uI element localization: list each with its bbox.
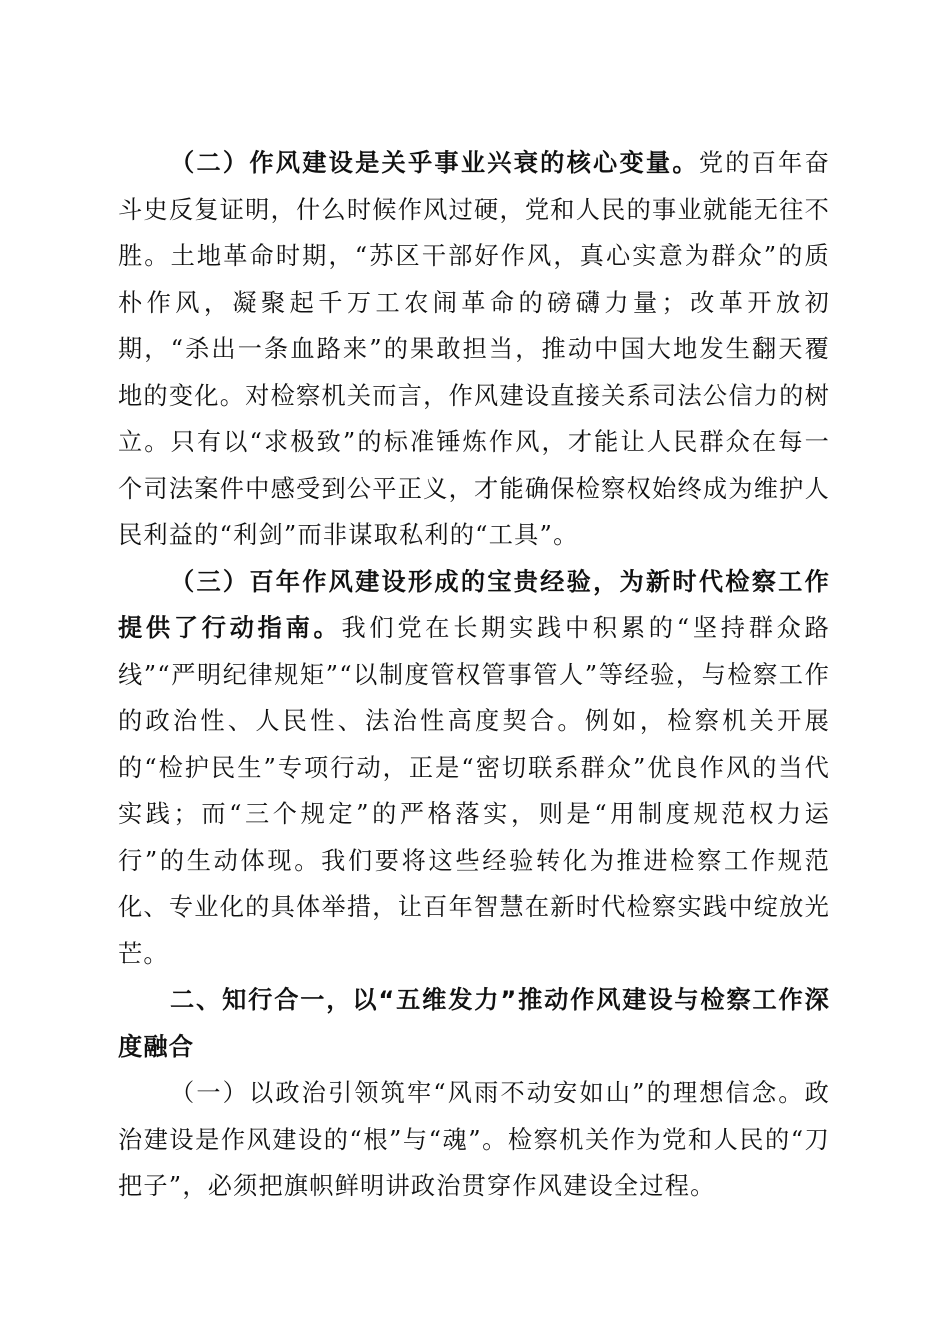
paragraph-style-core-variable xyxy=(118,140,830,559)
paragraph-lead: （二）作风建设是关乎事业兴衰的核心变量。 xyxy=(170,149,699,177)
paragraph-body: 党的百年奋斗史反复证明，什么时候作风过硬，党和人民的事业就能无往不胜。土地革命时期，“苏区干部好作风，真心实意为群众”的质朴作风，凝聚起千万工农闹革命的磅礴力量；改革开放初期，“杀出一条血路来”的果敢担当，推动中国大地发生翻天覆地的变化。对检察机关而言，作风建设直接关系司法公信力的树立。只有以“求极致”的标准锤炼作风，才能让人民群众在每一个司法案件中感受到公平正义，才能确保检察权始终成为维护人民利益的“利剑”而非谋取私利的“工具”。 xyxy=(118,149,830,549)
paragraph-valuable-experience xyxy=(118,559,830,978)
paragraph-body: 政治建设是作风建设的“根”与“魂”。检察机关作为党和人民的“刀把子”，必须把旗帜鲜明讲政治贯穿作风建设全过程。 xyxy=(118,1079,830,1200)
section-heading: 二、知行合一，以“五维发力”推动作风建设与检察工作深度融合 xyxy=(118,986,830,1061)
paragraph-lead: （三）百年作风建设形成的宝贵经验，为新时代检察工作提供了行动指南。 xyxy=(118,567,830,642)
document-page xyxy=(118,140,830,1210)
paragraph-political-leadership xyxy=(118,1070,830,1210)
paragraph-body: 我们党在长期实践中积累的“坚持群众路线”“严明纪律规矩”“以制度管权管事管人”等经验，与检察工作的政治性、人民性、法治性高度契合。例如，检察机关开展的“检护民生”专项行动，正是“密切联系群众”优良作风的当代实践；而“三个规定”的严格落实，则是“用制度规范权力运行”的生动体现。我们要将这些经验转化为推进检察工作规范化、专业化的具体举措，让百年智慧在新时代检察实践中绽放光芒。 xyxy=(118,614,830,968)
paragraph-lead: （一）以政治引领筑牢“风雨不动安如山”的理想信念。 xyxy=(170,1079,805,1107)
